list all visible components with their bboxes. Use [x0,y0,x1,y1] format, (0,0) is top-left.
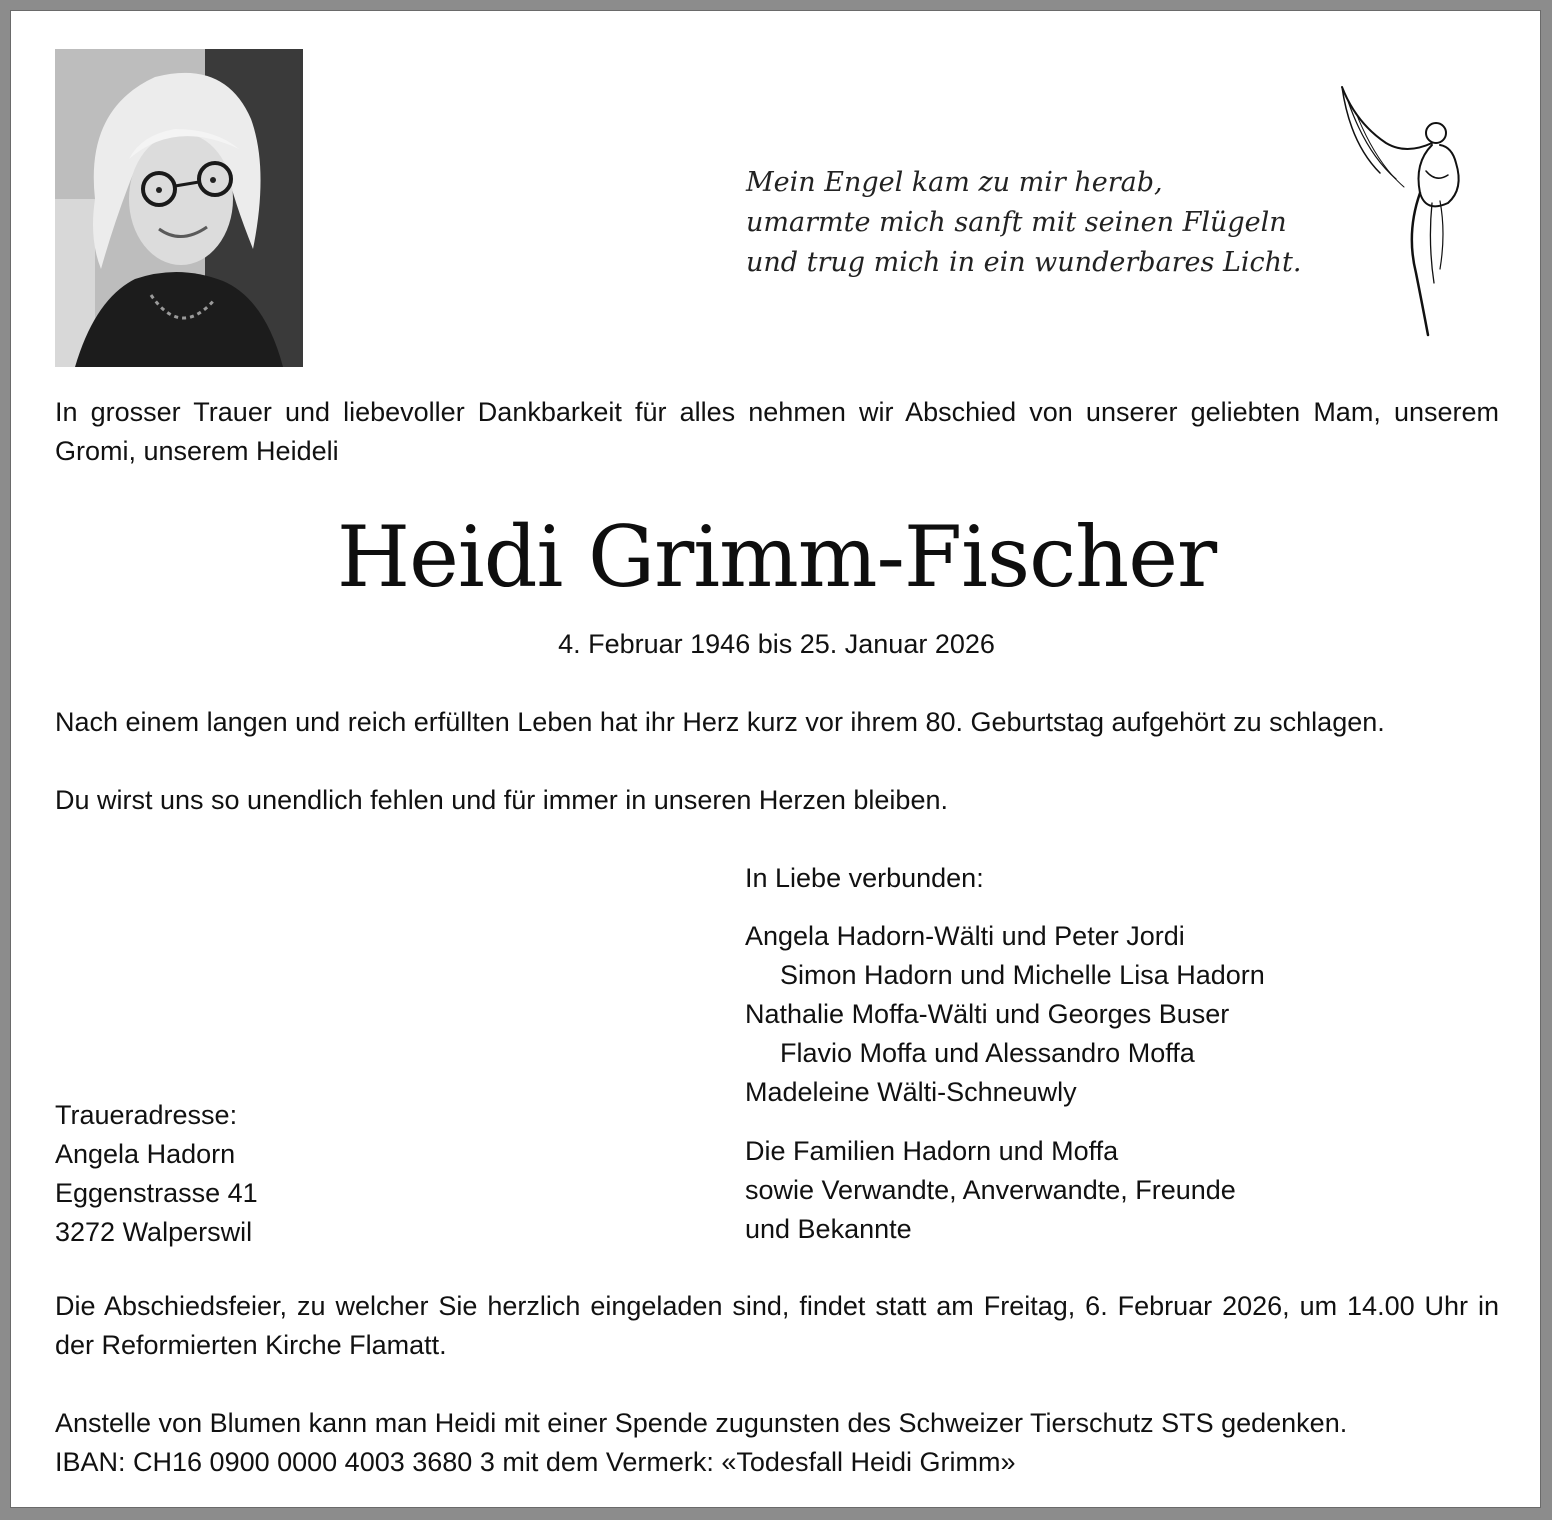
mourner-line: Madeleine Wälti-Schneuwly [745,1077,1077,1107]
verse-line: und trug mich in ein wunderbares Licht. [746,247,1302,278]
address-line: 3272 Walperswil [55,1217,253,1247]
verse [746,163,1306,283]
address-line: Angela Hadorn [55,1139,236,1169]
paragraph-missed: Du wirst uns so unendlich fehlen und für immer in unseren Herzen bleiben. [55,785,948,815]
mourner-line: Nathalie Moffa-Wälti und Georges Buser [745,999,1230,1029]
ceremony-text: Die Abschiedsfeier, zu welcher Sie herzlich eingeladen sind, findet statt am Freitag, 6. Februar 2026, um 14.00 Uhr in der Reformierten Kirche Flamatt. [55,1291,1499,1360]
mourner-line: Simon Hadorn und Michelle Lisa Hadorn [780,960,1265,990]
portrait-photo [55,49,303,367]
angel-icon [1336,83,1466,343]
mourners-heading: In Liebe verbunden: [745,863,984,893]
obituary-card [10,10,1541,1508]
families-line: und Bekannte [745,1214,912,1244]
portrait-illustration [55,49,303,367]
families-list [745,1132,1236,1249]
mourner-line: Flavio Moffa und Alessandro Moffa [780,1038,1195,1068]
address-label: Traueradresse: [55,1100,238,1130]
intro-text: In grosser Trauer und liebevoller Dankbarkeit für alles nehmen wir Abschied von unserer geliebten Mam, unserem Gromi, unserem Heideli [55,397,1499,466]
donation-text [55,1404,1499,1482]
paragraph-life: Nach einem langen und reich erfüllten Leben hat ihr Herz kurz vor ihrem 80. Geburtstag aufgehört zu schlagen. [55,707,1385,737]
mourners-list [745,917,1265,1112]
families-line: Die Familien Hadorn und Moffa [745,1136,1119,1166]
address-line: Eggenstrasse 41 [55,1178,258,1208]
verse-line: umarmte mich sanft mit seinen Flügeln [746,207,1287,238]
life-dates: 4. Februar 1946 bis 25. Januar 2026 [558,629,995,659]
iban-line: IBAN: CH16 0900 0000 4003 3680 3 mit dem Vermerk: «Todesfall Heidi Grimm» [55,1447,1016,1477]
mourner-line: Angela Hadorn-Wälti und Peter Jordi [745,921,1185,951]
families-line: sowie Verwandte, Anverwandte, Freunde [745,1175,1236,1205]
mourning-address [55,1096,258,1252]
deceased-name: Heidi Grimm-Fischer [336,508,1217,606]
verse-line: Mein Engel kam zu mir herab, [746,167,1163,198]
donation-line: Anstelle von Blumen kann man Heidi mit einer Spende zugunsten des Schweizer Tierschutz STS gedenken. [55,1408,1348,1438]
